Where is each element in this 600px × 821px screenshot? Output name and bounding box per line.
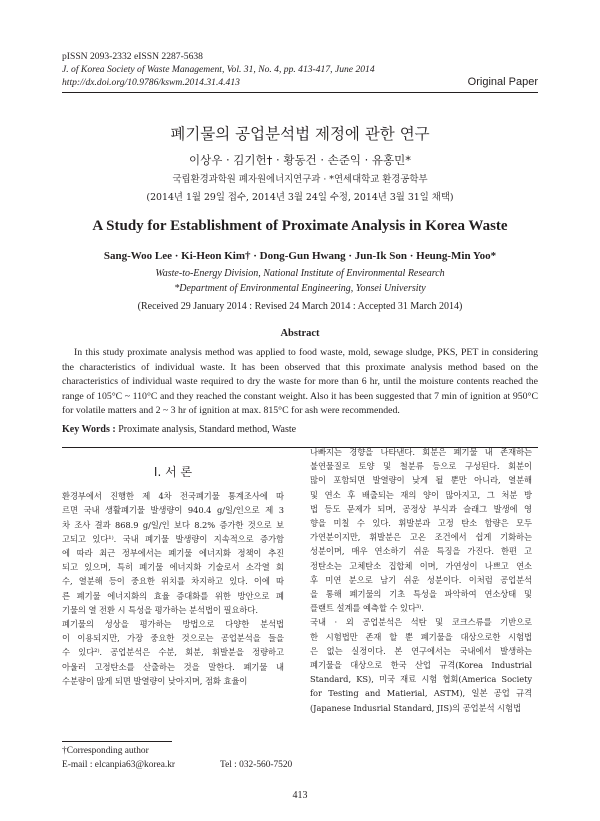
text-line: 성분이며, 매우 연소하기 쉬운 특징을 가진다. 한편 고 xyxy=(310,546,532,557)
text-line: (Japanese Indusrial Standard, JIS)의 공업분석 시험법 xyxy=(310,702,522,713)
text-line: 향을 미칠 수 있다. 휘발분과 고정 탄소 함량은 모두 xyxy=(310,518,532,529)
section-title-introduction: I. 서 론 xyxy=(153,465,193,479)
author-telephone: Tel : 032-560-7520 xyxy=(220,760,293,770)
text-line: 불연물질로 토양 및 철분류 등으로 구성된다. 회분이 xyxy=(310,461,532,472)
text-line: 을 통해 폐기물의 기초 특성을 파악하여 연소상태 및 xyxy=(310,589,532,600)
text-line: 가연분이지만, 휘발분은 고온 조건에서 쉽게 기화하는 xyxy=(310,532,532,543)
english-title: A Study for Establishment of Proximate Analysis in Korea Waste xyxy=(92,218,508,234)
text-line: 수 있다²⁾. 공업분석은 수분, 회분, 휘발분을 정량하고 xyxy=(62,647,284,658)
text-line: 른 폐기물 에너지화의 효율 증대화를 위한 방안으로 폐 xyxy=(62,590,284,601)
corresponding-author-note: †Corresponding author xyxy=(62,746,149,756)
journal-header xyxy=(62,50,375,89)
paper-type-label: Original Paper xyxy=(467,76,538,88)
text-line: 되고 있으며, 특히 폐기물 에너지화 기술로서 소각열 회 xyxy=(62,562,284,573)
text-line: 한 시험법만 존재 할 뿐 폐기물을 대상으로한 시험법 xyxy=(310,631,532,642)
author-email[interactable]: E-mail : elcanpia63@korea.kr xyxy=(62,760,176,770)
keywords-list: Proximate analysis, Standard method, Waste xyxy=(115,424,297,435)
text-line: 폐기물을 대상으로 한국 산업 규격(Korea Industrial xyxy=(310,660,532,671)
keywords xyxy=(62,424,296,435)
english-authors: Sang-Woo Lee · Ki-Heon Kim† · Dong-Gun Hwang · Jun-Ik Son · Heung-Min Yoo* xyxy=(103,250,497,262)
page-number: 413 xyxy=(292,790,308,801)
korean-received-dates: (2014년 1월 29일 접수, 2014년 3월 24일 수정, 2014년 3월 31일 채택) xyxy=(146,192,454,203)
issn-line: pISSN 2093-2332 eISSN 2287-5638 xyxy=(62,51,203,62)
text-line: 이 이용되지만, 가장 중요한 것으로는 공업분석을 들을 xyxy=(62,633,284,644)
text-line: 르면 국내 생활폐기물 발생량이 940.4 g/일/인으로 제 3 xyxy=(62,505,284,516)
journal-citation: J. of Korea Society of Waste Management, Vol. 31, No. 4, pp. 413-417, June 2014 xyxy=(62,64,375,75)
text-line: 에 따라 최근 정부에서는 폐기물 에너지화 정책이 추진 xyxy=(62,548,284,559)
korean-title: 폐기물의 공업분석법 제정에 관한 연구 xyxy=(170,125,430,143)
english-received-dates: (Received 29 January 2014 : Revised 24 March 2014 : Accepted 31 March 2014) xyxy=(137,301,463,312)
right-column-text xyxy=(310,445,532,715)
text-line: 고되고 있다¹⁾. 국내 폐기물 발생량이 지속적으로 증가함 xyxy=(62,533,284,544)
text-line: 나빠지는 경향을 나타낸다. 회분은 폐기물 내 존재하는 xyxy=(310,447,532,457)
text-line: Standard, KS), 미국 재료 시험 협회(America Society xyxy=(310,674,532,685)
english-affiliation-2: *Department of Environmental Engineering, Yonsei University xyxy=(174,283,426,294)
text-line: 국내 · 외 공업분석은 석탄 및 코크스류를 기반으로 xyxy=(310,617,532,628)
keywords-label: Key Words : xyxy=(62,424,116,435)
text-line: 정탄소는 고체탄소 집합체 이며, 가연성이 나쁘고 연소 xyxy=(310,560,532,571)
text-line: 후 미연 분으로 남기 쉬운 성분이다. 이처럼 공업분석 xyxy=(310,574,532,585)
abstract-heading: Abstract xyxy=(280,328,320,339)
text-line: 환경부에서 진행한 제 4차 전국폐기물 통계조사에 따 xyxy=(62,491,284,502)
text-line: 플랜트 설계를 예측할 수 있다³⁾. xyxy=(310,603,424,614)
body-column-left xyxy=(62,465,284,688)
footnote-rule xyxy=(62,741,172,742)
text-line: 아울러 고정탄소를 산출하는 것을 말한다. 폐기물 내 xyxy=(62,661,284,672)
text-line: 수분량이 많게 되면 발열량이 낮아지며, 점화 효율이 xyxy=(62,675,248,686)
left-column-text xyxy=(62,489,284,688)
english-affiliation-1: Waste-to-Energy Division, National Institute of Environmental Research xyxy=(155,268,445,279)
text-line: 많이 포함되면 발열량이 낮게 될 뿐만 아니라, 열분해 xyxy=(310,475,532,486)
text-line: 기물의 열 전환 시 특성을 평가하는 분석법이 필요하다. xyxy=(62,604,258,615)
text-line: for Testing and Matierial, ASTM), 일본 공업 규격 xyxy=(310,688,532,699)
text-line: 및 연소 후 배출되는 재의 양이 많아지고, 그 처분 방 xyxy=(310,489,532,500)
text-line: 폐기물의 성상을 평가하는 방법으로 다양한 분석법 xyxy=(62,619,284,630)
contact-line xyxy=(62,760,293,770)
korean-authors: 이상우 · 김기헌† · 황동건 · 손준익 · 유홍민* xyxy=(189,153,411,167)
text-line: 수, 열분해 등이 중요한 위치를 차지하고 있다. 이에 따 xyxy=(62,576,284,587)
body-column-right xyxy=(310,445,532,715)
text-line: 은 없는 실정이다. 본 연구에서는 국내에서 발생하는 xyxy=(310,645,532,656)
text-line: 법 등도 문제가 되며, 공정상 부식과 슬래그 발생에 영 xyxy=(310,503,532,514)
text-line: 차 조사 결과 868.9 g/일/인 보다 8.2% 증가한 것으로 보 xyxy=(62,519,284,530)
doi-link[interactable]: http://dx.doi.org/10.9786/kswm.2014.31.4.413 xyxy=(62,77,240,88)
korean-affiliation: 국립환경과학원 폐자원에너지연구과 · *연세대학교 환경공학부 xyxy=(172,174,428,185)
header-rule xyxy=(62,92,538,93)
abstract-text: In this study proximate analysis method was applied to food waste, mold, sewage sludge, PKS, PET in considering the characteristics of individual waste. It has been observed that this proximate analysis method based on the characteristics of individual waste required to dry the waste for more than 6 hr, until the moisture contents reached the range of 105°C ~ 110°C and they reached the constant weight. Also it has been suggested that 7 min of ignition at 950°C for volatile matters and 2 ~ 3 hr of ignition at max. 815°C for ash were recommended. xyxy=(62,347,538,416)
